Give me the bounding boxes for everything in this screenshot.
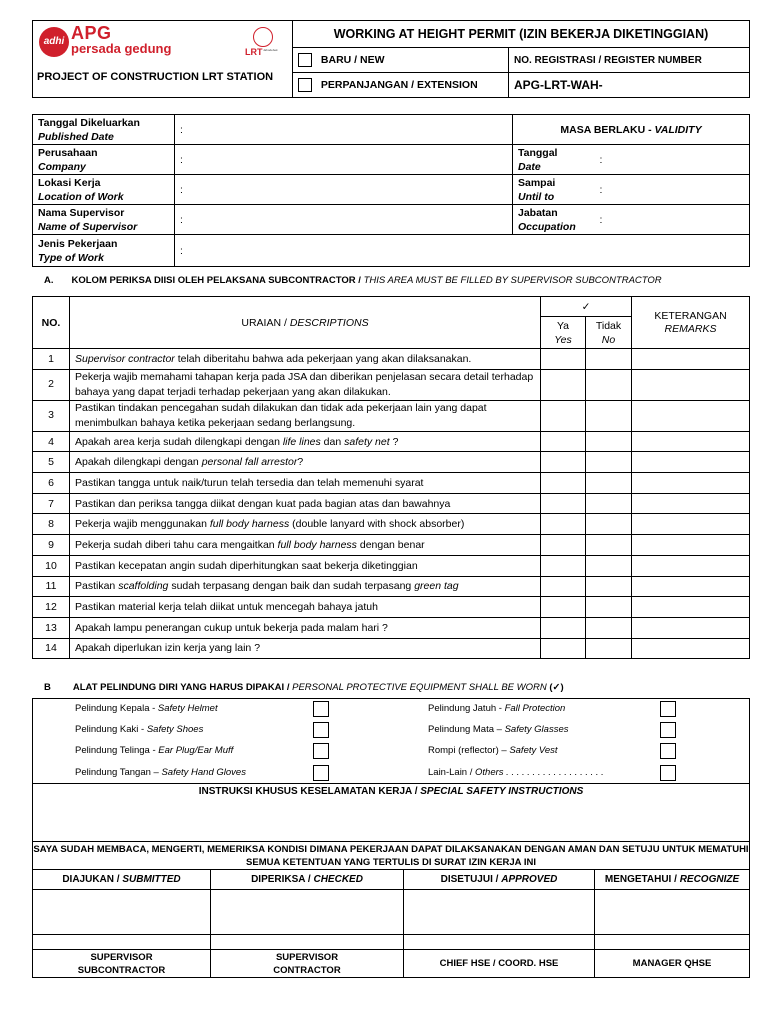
no-cell[interactable] xyxy=(586,638,632,659)
table-row xyxy=(33,514,750,535)
no-cell[interactable] xyxy=(586,514,632,535)
recognize-role: MANAGER QHSE xyxy=(595,950,750,978)
table-row xyxy=(33,638,750,659)
row-description: Apakah lampu penerangan cukup untuk bekerja pada malam hari ? xyxy=(70,617,541,638)
yes-cell[interactable] xyxy=(541,493,586,514)
helmet-checkbox[interactable] xyxy=(313,701,329,717)
yes-cell[interactable] xyxy=(541,473,586,494)
no-cell[interactable] xyxy=(586,576,632,597)
col-desc-header: URAIAN / DESCRIPTIONS xyxy=(70,297,541,349)
shoes-checkbox[interactable] xyxy=(313,722,329,738)
row-number: 11 xyxy=(33,576,70,597)
yes-cell[interactable] xyxy=(541,597,586,618)
col-notick-header: Tidak No xyxy=(586,317,632,349)
ppe-gloves: Pelindung Tangan – Safety Hand Gloves xyxy=(75,767,246,778)
gloves-checkbox[interactable] xyxy=(313,765,329,781)
table-row xyxy=(33,452,750,473)
row-number: 9 xyxy=(33,535,70,556)
col-remarks-header: KETERANGAN REMARKS xyxy=(632,297,750,349)
supervisor-field[interactable]: : xyxy=(175,205,513,235)
submitted-header: DIAJUKAN / SUBMITTED xyxy=(33,870,211,890)
approved-role: CHIEF HSE / COORD. HSE xyxy=(404,950,595,978)
row-number: 1 xyxy=(33,349,70,370)
row-description: Pastikan scaffolding sudah terpasang dengan baik dan sudah terpasang green tag xyxy=(70,576,541,597)
lrt-logo: LRT Jabodebek xyxy=(245,27,289,61)
col-no-header: NO. xyxy=(33,297,70,349)
extension-checkbox[interactable] xyxy=(298,78,312,92)
yes-cell[interactable] xyxy=(541,400,586,431)
remarks-cell[interactable] xyxy=(632,555,750,576)
ppe-fall: Pelindung Jatuh - Fall Protection xyxy=(428,703,566,714)
table-row xyxy=(33,493,750,514)
remarks-cell[interactable] xyxy=(632,597,750,618)
work-type-label: Jenis Pekerjaan Type of Work xyxy=(33,235,175,267)
no-cell[interactable] xyxy=(586,493,632,514)
option-new[interactable]: BARU / NEW xyxy=(293,48,509,73)
date-field[interactable]: : xyxy=(595,145,750,175)
no-cell[interactable] xyxy=(586,369,632,400)
location-field[interactable]: : xyxy=(175,175,513,205)
table-row xyxy=(33,349,750,370)
check-mark-header: ✓ xyxy=(541,297,632,317)
remarks-cell[interactable] xyxy=(632,638,750,659)
occupation-field[interactable]: : xyxy=(595,205,750,235)
submitted-name[interactable] xyxy=(33,935,211,950)
row-description: Pekerja wajib menggunakan full body harness (double lanyard with shock absorber) xyxy=(70,514,541,535)
table-row xyxy=(33,576,750,597)
checked-name[interactable] xyxy=(211,935,404,950)
row-number: 10 xyxy=(33,555,70,576)
yes-cell[interactable] xyxy=(541,431,586,452)
permit-info xyxy=(32,114,750,267)
no-cell[interactable] xyxy=(586,597,632,618)
persada-gedung-text: persada gedung xyxy=(71,41,172,56)
row-number: 6 xyxy=(33,473,70,494)
row-description: Apakah diperlukan izin kerja yang lain ? xyxy=(70,638,541,659)
submitted-role: SUPERVISOR SUBCONTRACTOR xyxy=(33,950,211,978)
submitted-signature[interactable] xyxy=(33,890,211,935)
row-number: 2 xyxy=(33,369,70,400)
no-cell[interactable] xyxy=(586,617,632,638)
row-number: 7 xyxy=(33,493,70,514)
declaration: SAYA SUDAH MEMBACA, MENGERTI, MEMERIKSA KONDISI DIMANA PEKERJAAN DAPAT DILAKSANAKAN DENGAN AMAN DAN SETUJU UNTUK MEMATUHI SEMUA KETENTUAN YANG TERTULIS DI SURAT IZIN KERJA INI xyxy=(33,844,749,868)
row-description: Apakah dilengkapi dengan personal fall arrestor? xyxy=(70,452,541,473)
row-number: 13 xyxy=(33,617,70,638)
glasses-checkbox[interactable] xyxy=(660,722,676,738)
lrt-emblem-icon xyxy=(253,27,273,47)
company-label: Perusahaan Company xyxy=(33,145,175,175)
fall-checkbox[interactable] xyxy=(660,701,676,717)
yes-cell[interactable] xyxy=(541,535,586,556)
recognize-name[interactable] xyxy=(595,935,750,950)
permit-title: WORKING AT HEIGHT PERMIT (IZIN BEKERJA DIKETINGGIAN) xyxy=(293,21,750,48)
table-row xyxy=(33,555,750,576)
remarks-cell[interactable] xyxy=(632,493,750,514)
row-number: 5 xyxy=(33,452,70,473)
others-checkbox[interactable] xyxy=(660,765,676,781)
yes-cell[interactable] xyxy=(541,638,586,659)
row-description: Pastikan material kerja telah diikat untuk mencegah bahaya jatuh xyxy=(70,597,541,618)
remarks-cell[interactable] xyxy=(632,431,750,452)
company-field[interactable]: : xyxy=(175,145,513,175)
row-description: Pekerja sudah diberi tahu cara mengaitkan full body harness dengan benar xyxy=(70,535,541,556)
yes-cell[interactable] xyxy=(541,349,586,370)
approved-name[interactable] xyxy=(404,935,595,950)
row-number: 12 xyxy=(33,597,70,618)
row-description: Pastikan dan periksa tangga diikat dengan kuat pada bagian atas dan bawahnya xyxy=(70,493,541,514)
row-description: Pastikan tindakan pencegahan sudah dilakukan dan tidak ada pekerjaan lain yang dapat menimbulkan bahaya ketika pekerjaan sedang berlangsung. xyxy=(70,400,541,431)
apg-logo-text: APG xyxy=(71,23,112,43)
checked-signature[interactable] xyxy=(211,890,404,935)
instructions-title: INSTRUKSI KHUSUS KESELAMATAN KERJA / SPECIAL SAFETY INSTRUCTIONS xyxy=(198,786,584,797)
validity-header: MASA BERLAKU - VALIDITY xyxy=(513,115,750,145)
safety-instructions[interactable] xyxy=(32,784,750,842)
checklist-body xyxy=(33,349,750,659)
remarks-cell[interactable] xyxy=(632,400,750,431)
table-row xyxy=(33,597,750,618)
published-date-field[interactable]: : xyxy=(175,115,513,145)
logo-cell xyxy=(33,21,293,98)
table-row xyxy=(33,431,750,452)
ppe-list xyxy=(32,698,750,784)
published-date-label: Tanggal Dikeluarkan Published Date xyxy=(33,115,175,145)
row-description: Supervisor contractor telah diberitahu bahwa ada pekerjaan yang akan dilaksanakan. xyxy=(70,349,541,370)
no-cell[interactable] xyxy=(586,473,632,494)
no-cell[interactable] xyxy=(586,431,632,452)
recognize-header: MENGETAHUI / RECOGNIZE xyxy=(595,870,750,890)
row-description: Pastikan kecepatan angin sudah diperhitungkan saat bekerja diketinggian xyxy=(70,555,541,576)
no-cell[interactable] xyxy=(586,452,632,473)
yes-cell[interactable] xyxy=(541,514,586,535)
yes-cell[interactable] xyxy=(541,617,586,638)
remarks-cell[interactable] xyxy=(632,349,750,370)
approved-header: DISETUJUI / APPROVED xyxy=(404,870,595,890)
vest-checkbox[interactable] xyxy=(660,743,676,759)
col-yes-header: Ya Yes xyxy=(541,317,586,349)
ppe-shoes: Pelindung Kaki - Safety Shoes xyxy=(75,724,204,735)
occupation-label: Jabatan Occupation xyxy=(513,205,595,235)
until-label: Sampai Until to xyxy=(513,175,595,205)
remarks-cell[interactable] xyxy=(632,514,750,535)
no-cell[interactable] xyxy=(586,535,632,556)
recognize-signature[interactable] xyxy=(595,890,750,935)
row-number: 8 xyxy=(33,514,70,535)
row-description: Pekerja wajib memahami tahapan kerja pada JSA dan diberikan penjelasan secara detail terhadap bahaya yang dapat terjadi terhadap pekerjaan yang akan dilakukan. xyxy=(70,369,541,400)
ppe-glasses: Pelindung Mata – Safety Glasses xyxy=(428,724,569,735)
table-row xyxy=(33,535,750,556)
adhi-logo: adhi xyxy=(39,27,69,57)
table-row xyxy=(33,400,750,431)
until-field[interactable]: : xyxy=(595,175,750,205)
no-cell[interactable] xyxy=(586,555,632,576)
ppe-others: Lain-Lain / Others . . . . . . . . . . . . . . . . . . . xyxy=(428,767,604,778)
option-extension[interactable]: PERPANJANGAN / EXTENSION xyxy=(293,73,509,98)
remarks-cell[interactable] xyxy=(632,617,750,638)
ppe-vest: Rompi (reflector) – Safety Vest xyxy=(428,745,558,756)
checked-role: SUPERVISOR CONTRACTOR xyxy=(211,950,404,978)
register-number[interactable]: APG-LRT-WAH- xyxy=(509,73,750,98)
row-description: Pastikan tangga untuk naik/turun telah tersedia dan telah memenuhi syarat xyxy=(70,473,541,494)
checklist-table xyxy=(32,296,750,659)
signature-table xyxy=(32,869,750,978)
no-cell[interactable] xyxy=(586,400,632,431)
new-checkbox[interactable] xyxy=(298,53,312,67)
ear-checkbox[interactable] xyxy=(313,743,329,759)
ppe-ear: Pelindung Telinga - Ear Plug/Ear Muff xyxy=(75,745,234,756)
date-label: Tanggal Date xyxy=(513,145,595,175)
row-number: 14 xyxy=(33,638,70,659)
approved-signature[interactable] xyxy=(404,890,595,935)
supervisor-label: Nama Supervisor Name of Supervisor xyxy=(33,205,175,235)
yes-cell[interactable] xyxy=(541,555,586,576)
register-label: NO. REGISTRASI / REGISTER NUMBER xyxy=(509,48,750,73)
remarks-cell[interactable] xyxy=(632,535,750,556)
row-number: 3 xyxy=(33,400,70,431)
section-a-heading: A. KOLOM PERIKSA DIISI OLEH PELAKSANA SUBCONTRACTOR / THIS AREA MUST BE FILLED BY SUPERVISOR SUBCONTRACTOR xyxy=(44,275,662,286)
table-row xyxy=(33,617,750,638)
section-b-heading: B ALAT PELINDUNG DIRI YANG HARUS DIPAKAI / PERSONAL PROTECTIVE EQUIPMENT SHALL BE WORN (✓) xyxy=(44,682,564,693)
remarks-cell[interactable] xyxy=(632,576,750,597)
remarks-cell[interactable] xyxy=(632,369,750,400)
checked-header: DIPERIKSA / CHECKED xyxy=(211,870,404,890)
yes-cell[interactable] xyxy=(541,576,586,597)
remarks-cell[interactable] xyxy=(632,452,750,473)
location-label: Lokasi Kerja Location of Work xyxy=(33,175,175,205)
row-number: 4 xyxy=(33,431,70,452)
ppe-helmet: Pelindung Kepala - Safety Helmet xyxy=(75,703,218,714)
row-description: Apakah area kerja sudah dilengkapi dengan life lines dan safety net ? xyxy=(70,431,541,452)
permit-header xyxy=(32,20,750,98)
project-title: PROJECT OF CONSTRUCTION LRT STATION xyxy=(37,71,274,83)
no-cell[interactable] xyxy=(586,349,632,370)
remarks-cell[interactable] xyxy=(632,473,750,494)
yes-cell[interactable] xyxy=(541,452,586,473)
table-row xyxy=(33,473,750,494)
yes-cell[interactable] xyxy=(541,369,586,400)
work-type-field[interactable]: : xyxy=(175,235,750,267)
table-row xyxy=(33,369,750,400)
